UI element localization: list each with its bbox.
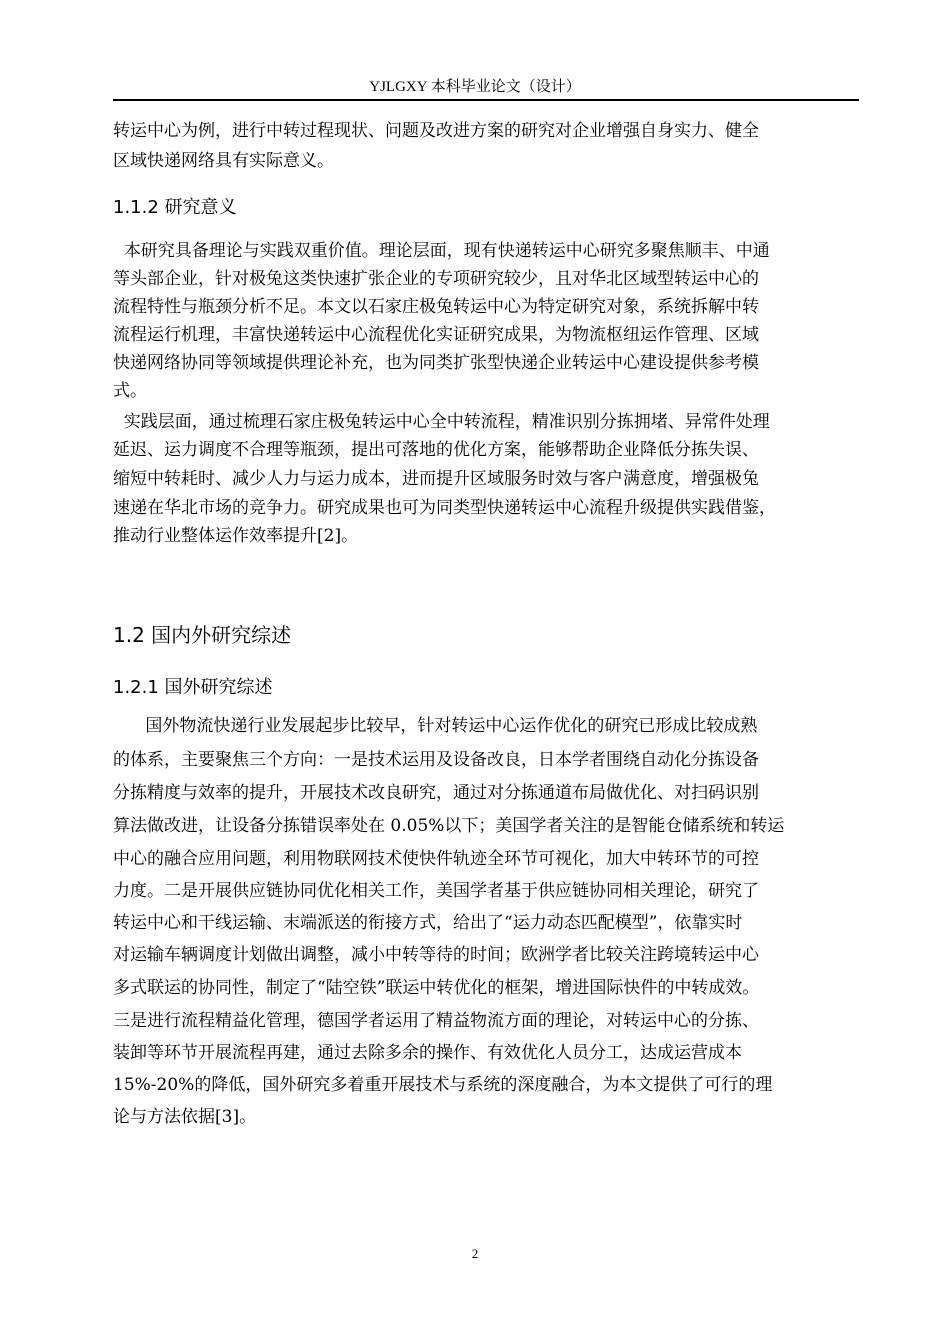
text-line: 速递在华北市场的竞争力。研究成果也可为同类型快递转运中心流程升级提供实践借鉴， xyxy=(113,498,776,518)
text-line: 多式联运的协同性，制定了“陆空铁”联运中转优化的框架，增进国际快件的中转成效。 xyxy=(113,978,760,998)
section-heading-1-1-2: 1.1.2 研究意义 xyxy=(113,197,237,218)
section-heading-1-2-1: 1.2.1 国外研究综述 xyxy=(113,677,273,698)
text-line: 分拣精度与效率的提升，开展技术改良研究，通过对分拣通道布局做优化、对扫码识别 xyxy=(113,783,759,803)
text-line: 实践层面，通过梳理石家庄极兔转运中心全中转流程，精准识别分拣拥堵、异常件处理 xyxy=(113,412,770,432)
text-line: 快递网络协同等领域提供理论补充，也为同类扩张型快递企业转运中心建设提供参考模 xyxy=(113,353,759,373)
text-line: 15%-20%的降低，国外研究多着重开展技术与系统的深度融合，为本文提供了可行的理 xyxy=(113,1075,773,1095)
text-line: 流程运行机理，丰富快递转运中心流程优化实证研究成果，为物流枢纽运作管理、区域 xyxy=(113,325,759,345)
header-rule xyxy=(113,99,859,101)
text-line: 流程特性与瓶颈分析不足。本文以石家庄极兔转运中心为特定研究对象，系统拆解中转 xyxy=(113,297,759,317)
text-line: 力度。二是开展供应链协同优化相关工作，美国学者基于供应链协同相关理论，研究了 xyxy=(113,881,759,901)
text-line: 等头部企业，针对极兔这类快速扩张企业的专项研究较少，且对华北区域型转运中心的 xyxy=(113,269,759,289)
section-heading-1-2: 1.2 国内外研究综述 xyxy=(113,623,292,647)
page-header: YJLGXY 本科毕业论文（设计） xyxy=(369,79,581,95)
text-line: 本研究具备理论与实践双重价值。理论层面，现有快递转运中心研究多聚焦顺丰、中通 xyxy=(113,241,770,261)
page-number: 2 xyxy=(471,1246,479,1261)
text-line: 转运中心为例，进行中转过程现状、问题及改进方案的研究对企业增强自身实力、健全 xyxy=(113,121,759,141)
text-line: 论与方法依据[3]。 xyxy=(113,1107,257,1127)
text-line: 算法做改进，让设备分拣错误率处在 0.05%以下；美国学者关注的是智能仓储系统和转运 xyxy=(113,816,785,836)
text-line: 转运中心和干线运输、末端派送的衔接方式，给出了“运力动态匹配模型”，依靠实时 xyxy=(113,913,743,933)
text-line: 三是进行流程精益化管理，德国学者运用了精益物流方面的理论，对转运中心的分拣、 xyxy=(113,1011,759,1031)
text-line: 式。 xyxy=(113,381,147,401)
text-line: 缩短中转耗时、减少人力与运力成本，进而提升区域服务时效与客户满意度，增强极兔 xyxy=(113,469,759,489)
text-line: 的体系，主要聚焦三个方向：一是技术运用及设备改良，日本学者围绕自动化分拣设备 xyxy=(113,750,759,770)
text-line: 延迟、运力调度不合理等瓶颈，提出可落地的优化方案，能够帮助企业降低分拣失误、 xyxy=(113,440,759,460)
text-line: 推动行业整体运作效率提升[2]。 xyxy=(113,526,359,546)
text-line: 国外物流快递行业发展起步比较早，针对转运中心运作优化的研究已形成比较成熟 xyxy=(113,716,758,736)
text-line: 区域快递网络具有实际意义。 xyxy=(113,151,334,171)
text-line: 装卸等环节开展流程再建，通过去除多余的操作、有效优化人员分工，达成运营成本 xyxy=(113,1043,742,1063)
text-line: 中心的融合应用问题，利用物联网技术使快件轨迹全环节可视化，加大中转环节的可控 xyxy=(113,849,759,869)
text-line: 对运输车辆调度计划做出调整，减小中转等待的时间；欧洲学者比较关注跨境转运中心 xyxy=(113,945,759,965)
